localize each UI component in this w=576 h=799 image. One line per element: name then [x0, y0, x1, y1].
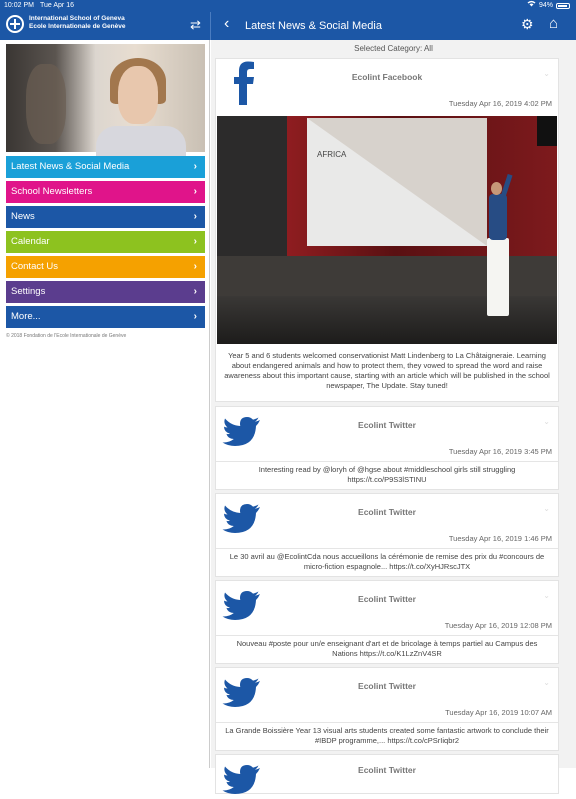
back-button[interactable]: ‹ — [224, 15, 230, 32]
post-source: Ecolint Facebook — [351, 72, 423, 82]
news-feed[interactable] — [211, 40, 576, 775]
sidebar-item-contact-us[interactable] — [6, 256, 205, 278]
screen-text: AFRICA — [317, 150, 347, 159]
feed-card-twitter[interactable] — [215, 667, 559, 751]
post-timestamp: Tuesday Apr 16, 2019 3:45 PM — [448, 447, 552, 456]
chevron-right-icon: › — [193, 311, 197, 322]
sidebar-item-label: School Newsletters — [11, 186, 93, 197]
chevron-down-icon[interactable]: ⌄ — [543, 417, 550, 426]
post-timestamp: Tuesday Apr 16, 2019 12:08 PM — [444, 621, 552, 630]
chevron-right-icon: › — [193, 261, 197, 272]
status-date: Tue Apr 16 — [40, 2, 74, 9]
feed-card-twitter[interactable] — [215, 406, 559, 490]
battery-icon — [556, 3, 570, 9]
gear-icon[interactable]: ⚙ — [521, 16, 534, 32]
status-time: 10:02 PM — [4, 2, 34, 9]
chevron-right-icon: › — [193, 161, 197, 172]
chevron-right-icon: › — [193, 186, 197, 197]
wifi-icon — [527, 0, 536, 12]
battery-fill — [558, 5, 567, 7]
sidebar-item-label: Latest News & Social Media — [11, 161, 130, 172]
sidebar-item-latest-news[interactable] — [6, 156, 205, 178]
post-source: Ecolint Twitter — [358, 420, 416, 430]
post-source: Ecolint Twitter — [358, 594, 416, 604]
post-timestamp: Tuesday Apr 16, 2019 4:02 PM — [448, 99, 552, 108]
chevron-right-icon: › — [193, 236, 197, 247]
post-text: Interesting read by @loryh of @hgse about #middleschool girls still struggling https://t.co/P9S3lSTINU — [258, 465, 516, 484]
facebook-icon — [234, 61, 254, 105]
post-text: Year 5 and 6 students welcomed conservationist Matt Lindenberg to La Châtaigneraie. Learning about endangered animals and how to protect them, they vowed to spread the word and raise awareness about this important cause, starting with an article which will be published in the school newspaper, The Update. Stay tuned! — [224, 351, 550, 390]
post-timestamp: Tuesday Apr 16, 2019 10:07 AM — [445, 708, 552, 717]
app-header — [0, 12, 576, 40]
chevron-down-icon[interactable]: ⌄ — [543, 69, 550, 78]
sidebar-item-more[interactable] — [6, 306, 205, 328]
status-bar — [0, 0, 576, 12]
refresh-icon[interactable]: ⇄ — [190, 17, 201, 32]
school-logo-icon — [6, 15, 24, 33]
feed-card-twitter[interactable] — [215, 493, 559, 577]
sidebar-item-school-newsletters[interactable] — [6, 181, 205, 203]
post-text: Le 30 avril au @EcolintCda nous accueillons la cérémonie de remise des prix du #concours de micro-fiction espagnole... https://t.co/XyHJRscJTX — [229, 552, 545, 571]
battery-percent: 94% — [538, 2, 553, 9]
post-source: Ecolint Twitter — [358, 765, 416, 775]
sidebar-item-label: Settings — [11, 286, 46, 297]
page-title: Latest News & Social Media — [245, 20, 382, 32]
home-icon[interactable]: ⌂ — [549, 15, 559, 32]
post-source: Ecolint Twitter — [358, 507, 416, 517]
chevron-down-icon[interactable]: ⌄ — [543, 504, 550, 513]
sidebar-item-label: News — [11, 211, 35, 222]
sidebar-header — [0, 12, 210, 40]
school-name-fr: Ecole Internationale de Genève — [29, 23, 126, 30]
feed-card-facebook[interactable] — [215, 58, 559, 402]
school-name — [29, 15, 125, 31]
post-timestamp: Tuesday Apr 16, 2019 1:46 PM — [448, 534, 552, 543]
chevron-down-icon[interactable]: ⌄ — [543, 678, 550, 687]
selected-category[interactable]: Selected Category: All — [354, 44, 433, 53]
sidebar-item-label: Calendar — [11, 236, 50, 247]
chevron-down-icon[interactable]: ⌄ — [543, 591, 550, 600]
status-right — [527, 0, 570, 12]
sidebar — [0, 40, 210, 768]
sidebar-item-news[interactable] — [6, 206, 205, 228]
sidebar-item-label: Contact Us — [11, 261, 58, 272]
sidebar-item-calendar[interactable] — [6, 231, 205, 253]
post-text: Nouveau #poste pour un/e enseignant d'art et de bricolage à temps partiel au Campus des Nations https://t.co/K1LzZnV4SR — [236, 639, 538, 658]
header-divider — [210, 12, 211, 40]
school-name-en: International School of Geneva — [29, 15, 125, 22]
post-source: Ecolint Twitter — [358, 681, 416, 691]
feed-card-twitter[interactable] — [215, 580, 559, 664]
post-photo[interactable] — [217, 116, 557, 344]
feed-card-twitter[interactable] — [215, 754, 559, 794]
sidebar-item-settings[interactable] — [6, 281, 205, 303]
chevron-right-icon: › — [193, 286, 197, 297]
copyright-text: © 2018 Fondation de l'Ecole Internationale de Genève — [6, 333, 127, 339]
chevron-right-icon: › — [193, 211, 197, 222]
hero-image — [6, 44, 205, 152]
post-text: La Grande Boissière Year 13 visual arts students created some fantastic artwork to conclude their #IBDP programme,... https://t.co/cPSrIiqbr2 — [225, 726, 549, 745]
sidebar-item-label: More... — [11, 311, 41, 322]
